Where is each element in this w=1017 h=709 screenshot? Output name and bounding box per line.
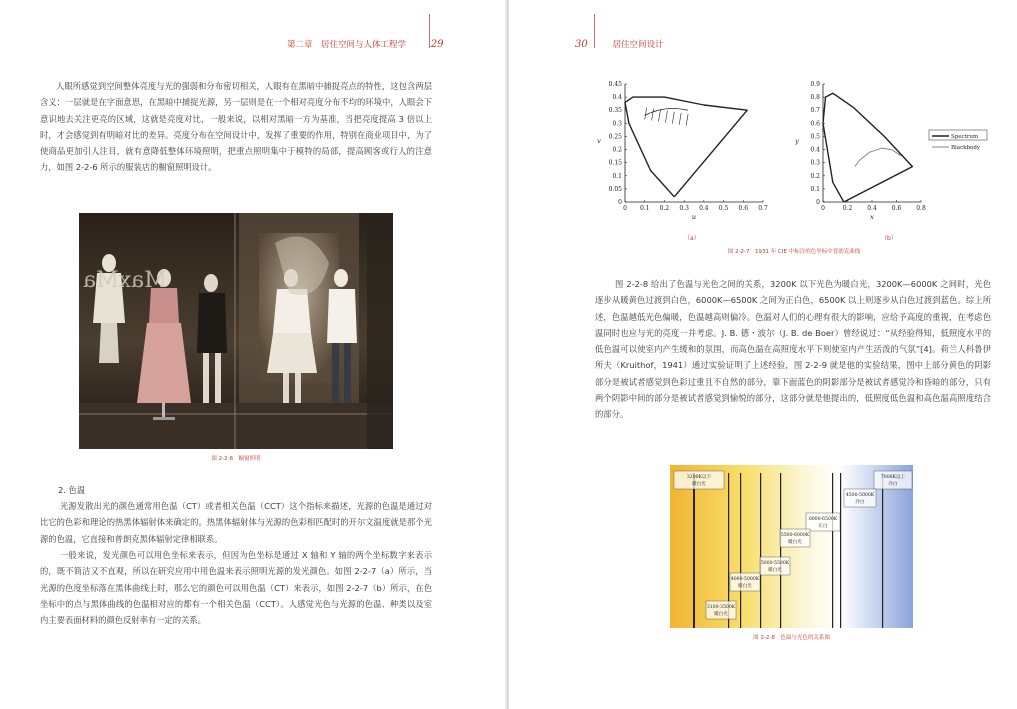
y-tick-label: 0.35 bbox=[608, 107, 622, 115]
y-axis-label: y bbox=[795, 137, 799, 145]
temperature-label: 暖白光 bbox=[714, 612, 728, 617]
planckian-locus bbox=[645, 108, 688, 115]
chart-b-label: （b） bbox=[881, 235, 897, 242]
temperature-label: 冷白 bbox=[888, 482, 898, 487]
temperature-divider bbox=[780, 473, 781, 628]
body-paragraph-3: 一般来说，发光颜色可以用色坐标来表示，但因为色坐标是通过 X 轴和 Y 轴的两个坐标数字来表示的，既不简洁又不直观，所以在研究应用中用色温来表示照明光源的发光颜色。如图 2-2-7（a）所示，当光源的色度坐标落在黑体曲线上时，那么它的颜色可以用色温（CT）来表示，如图 2-2-7（b）所示，在色坐标中的点与黑体曲线的色温相对应的都有一个相关色温（CCT）。人感觉光色与光源的色温、种类以及室内主要表面材料的颜色反射率有一定的关系。 bbox=[40, 550, 432, 626]
temperature-label: 暖白光 bbox=[738, 584, 752, 589]
isotemperature-tick bbox=[652, 109, 654, 121]
isotemperature-tick bbox=[686, 114, 688, 126]
y-tick-label: 0 bbox=[816, 199, 820, 206]
y-tick-label: 0.25 bbox=[608, 133, 622, 141]
y-tick-label: 0.3 bbox=[612, 120, 622, 128]
figure-caption-2-2-7: 图 2-2-7 1931 年 CIE 中标注的色坐标中普朗克曲线 bbox=[727, 249, 861, 255]
y-axis-label: v bbox=[597, 137, 601, 145]
figure-caption-2-2-6: 图 2-2-6 橱窗照明 bbox=[211, 456, 261, 462]
temperature-label: 正白 bbox=[818, 524, 828, 529]
page-number-right: 30 bbox=[575, 39, 588, 50]
temperature-divider bbox=[832, 473, 833, 628]
section-title-color-temperature: 2. 色温 bbox=[58, 485, 86, 495]
y-tick-label: 0.2 bbox=[612, 146, 622, 154]
book-title: 居住空间设计 bbox=[612, 40, 664, 50]
y-tick-label: 0.6 bbox=[810, 120, 820, 128]
temperature-divider bbox=[693, 473, 695, 628]
series-line-curve-0 bbox=[625, 97, 747, 197]
y-tick-label: 0.1 bbox=[810, 185, 820, 193]
figure-caption-2-2-8: 图 2-2-8 色温与光色的关系图 bbox=[753, 635, 830, 641]
right-page bbox=[509, 0, 1017, 709]
temperature-label: 6000-6500K bbox=[808, 517, 838, 522]
y-tick-label: 0.5 bbox=[810, 133, 820, 141]
chart-a-label: （a） bbox=[684, 235, 700, 242]
x-tick-label: 0.4 bbox=[699, 205, 709, 212]
x-tick-label: 0.3 bbox=[679, 205, 689, 212]
y-tick-label: 0.4 bbox=[612, 94, 622, 102]
x-axis-label: x bbox=[870, 213, 874, 221]
body-paragraph-1: 人眼所感觉到空间整体亮度与光的强弱和分布密切相关，人眼有在黑暗中捕捉亮点的特性，这包含两层含义：一层就是在字面意思，在黑暗中捕捉光源，另一层则是在一个相对亮度分布不均的环境中，人眼会下意识地去关注更亮的区域，这就是亮度对比，一般来说，以相对黑暗一方为基准，当把亮度提高 3 倍以上时，才会感觉到有明暗对比的差异。亮度分布在空间设计中，发挥了重要的作用，特别在商业项目中，为了使商品更加引人注目，就有意降低整体环境照明，把重点照明集中于模特的局部，提高顾客或行人的注意力，如图 2-2-6 所示的服装店的橱窗照明设计。 bbox=[40, 81, 432, 173]
x-tick-label: 0.4 bbox=[867, 205, 877, 212]
series-line-spectrum bbox=[823, 93, 912, 202]
temperature-label: 3200K以下 bbox=[686, 475, 712, 480]
temperature-divider bbox=[760, 473, 761, 628]
x-tick-label: 0.5 bbox=[718, 205, 729, 212]
body-paragraph-4: 图 2-2-8 给出了色温与光色之间的关系，3200K 以下光色为暖白光，3200K—6000K 之间时，光色逐步从暖黄色过渡到白色，6000K—6500K 之间为正白色，6500K 以上则逐步从白色过渡到蓝色。综上所述，色温越低光色偏暖，色温越高则偏冷。色温对人们的心理有很大的影响，应给予高度的重视，在考虑色温同时也应与光的亮度一并考虑。J. B. 德・波尔（J. B. de Boer）曾经说过：“从经验得知，低照度水平的低色温可以使室内产生缓和的氛围，而高色温在高照度水平下则使室内产生活泼的气氛”[4]。荷兰人科鲁伊所夫（Kruithof，1941）通过实验证明了上述经验，图 2-2-9 就是他的实验结果，图中上部分黄色的阴影部分是被试者感觉到色彩过重且不自然的部分，靠下面蓝色的阴影部分是被试者感觉冷和昏暗的部分，只有两个阴影中间的部分是被试者感觉到愉悦的部分，这部分就是他提出的，低照度低色温和高色温高照度结合的部分。 bbox=[595, 279, 991, 420]
y-tick-label: 0.4 bbox=[810, 146, 820, 154]
temperature-label: 7000K以上 bbox=[880, 475, 906, 480]
y-tick-label: 0.1 bbox=[612, 172, 622, 180]
x-tick-label: 0.6 bbox=[738, 205, 749, 212]
temperature-label: 暖白光 bbox=[692, 482, 706, 487]
x-tick-label: 0.6 bbox=[891, 205, 902, 212]
x-tick-label: 0.7 bbox=[758, 205, 768, 212]
shop-window-illustration bbox=[79, 213, 393, 449]
isotemperature-tick bbox=[645, 108, 647, 120]
temperature-label: 4000-5000K bbox=[730, 577, 760, 582]
x-tick-label: 0.1 bbox=[639, 205, 650, 212]
temperature-divider bbox=[840, 473, 841, 628]
y-tick-label: 0.45 bbox=[608, 81, 622, 88]
chapter-title: 第二章 居住空间与人体工程学 bbox=[287, 40, 407, 50]
temperature-label: 暖白光 bbox=[768, 568, 782, 573]
header-rule-left bbox=[429, 14, 430, 48]
y-tick-label: 0.15 bbox=[608, 159, 622, 167]
left-running-header bbox=[287, 38, 443, 50]
x-tick-label: 0.2 bbox=[659, 205, 670, 212]
temperature-divider bbox=[882, 473, 883, 628]
x-axis-label: u bbox=[691, 213, 697, 221]
isotemperature-tick bbox=[679, 113, 681, 125]
chart-cie-xy bbox=[789, 78, 989, 228]
temperature-label: 5500-6000K bbox=[780, 533, 810, 538]
temperature-divider bbox=[740, 473, 741, 628]
y-tick-label: 0.2 bbox=[810, 172, 820, 180]
temperature-label: 4500-5000K bbox=[845, 493, 875, 498]
temperature-label: 3100-3500K bbox=[706, 605, 736, 610]
left-page bbox=[0, 0, 506, 709]
temperature-label: 暖白光 bbox=[788, 540, 802, 545]
header-rule-right bbox=[594, 14, 595, 48]
page-number-left: 29 bbox=[430, 39, 444, 50]
y-tick-label: 0.05 bbox=[608, 185, 622, 193]
y-tick-label: 0 bbox=[618, 199, 622, 206]
x-tick-label: 0 bbox=[821, 205, 825, 212]
y-tick-label: 0.9 bbox=[810, 81, 820, 88]
series-line-blackbody bbox=[855, 148, 902, 166]
temperature-label: 5000-5500K bbox=[760, 561, 790, 566]
right-running-header bbox=[575, 38, 663, 50]
x-tick-label: 0 bbox=[623, 205, 627, 212]
y-tick-label: 0.7 bbox=[810, 107, 820, 115]
isotemperature-tick bbox=[665, 111, 667, 123]
y-tick-label: 0.3 bbox=[810, 159, 820, 167]
x-tick-label: 0.2 bbox=[842, 205, 853, 212]
body-paragraph-2: 光源发散出光的颜色通常用色温（CT）或者相关色温（CCT）这个指标来描述，光源的色温是通过对比它的色彩和理论的热黑体辐射体来确定的。热黑体辐射体与光源的色彩相匹配时的开尔文温度就是那个光源的色温，它直接和普朗克黑体辐射定律相联系。 bbox=[40, 501, 432, 544]
y-tick-label: 0.8 bbox=[810, 94, 820, 102]
shop-sign-text: MaxMa bbox=[83, 268, 167, 293]
legend-label: Blackbody bbox=[951, 145, 980, 151]
chart-cie-uv bbox=[587, 78, 777, 228]
color-temperature-chart bbox=[670, 465, 913, 628]
shop-window-photo bbox=[79, 213, 393, 449]
legend-label: Spectrum bbox=[951, 134, 979, 140]
temperature-label: 冷白 bbox=[855, 500, 865, 505]
x-tick-label: 0.8 bbox=[916, 205, 926, 212]
isotemperature-tick bbox=[659, 110, 661, 122]
isotemperature-tick bbox=[672, 112, 674, 124]
